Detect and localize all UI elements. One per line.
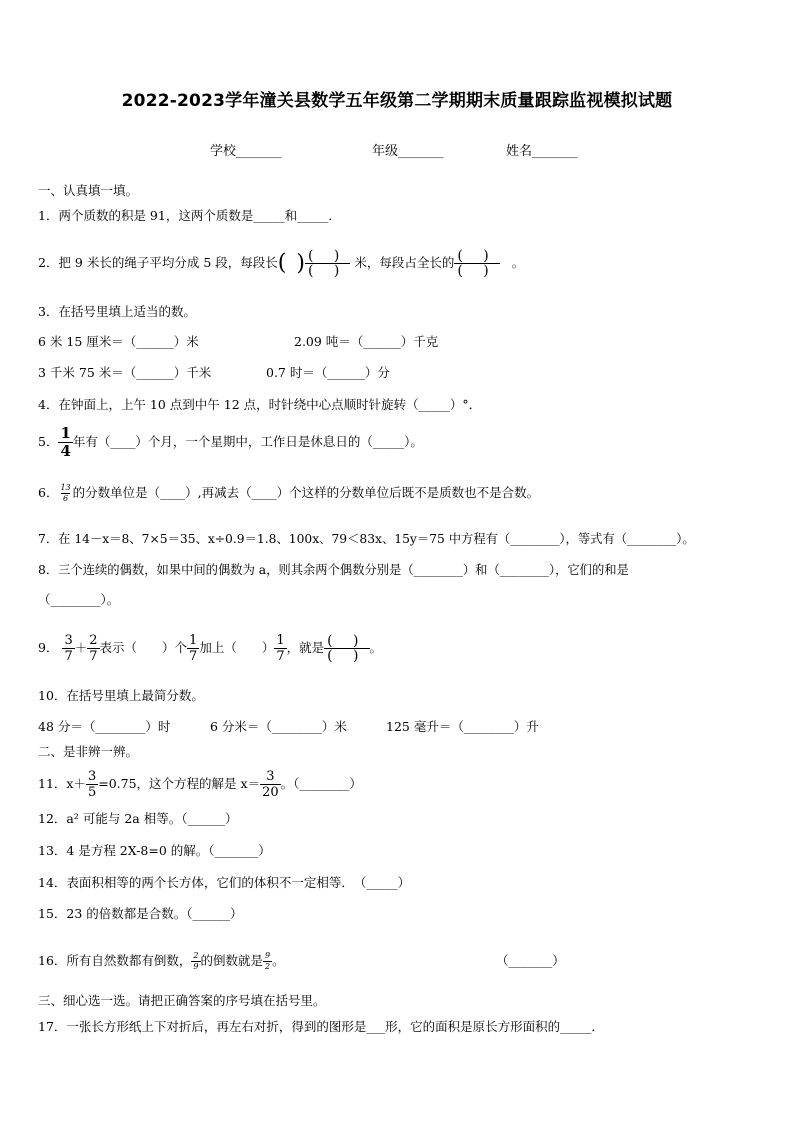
- q9-fraction-2: $\frac{2}{7}$: [89, 633, 98, 664]
- q16-text-pre: 16．所有自然数都有倒数，: [38, 953, 192, 968]
- q11-fraction-2: $\frac{3}{20}$: [262, 769, 279, 800]
- q9-fraction-4: $\frac{1}{7}$: [276, 633, 285, 664]
- school-field: 学校_______: [210, 144, 282, 159]
- q9-text-3: ，就是: [286, 640, 325, 655]
- q6-text: 的分数单位是（____）,再减去（____）个这样的分数单位后既不是质数也不是合数。: [72, 485, 540, 500]
- q2-fraction-1: $\frac{( )}{( )}$: [305, 249, 350, 278]
- question-10c: 125 毫升＝（________）升: [386, 719, 539, 734]
- section-2-heading: 二、是非辨一辨。: [38, 744, 139, 759]
- question-3b: 2.09 吨＝（______）千克: [294, 334, 439, 349]
- q16-fraction-2: $\frac{9}{2}$: [265, 951, 271, 971]
- question-3c: 3 千米 75 米＝（______）千米: [38, 365, 212, 380]
- question-17: 17．一张长方形纸上下对折后，再左右对折，得到的图形是___形，它的面积是原长方形面积的_____．: [38, 1019, 604, 1034]
- page-title: 2022-2023学年潼关县数学五年级第二学期期末质量跟踪监视模拟试题: [121, 91, 673, 111]
- q9-fraction-3: $\frac{1}{7}$: [189, 633, 198, 664]
- question-10: 10．在括号里填上最简分数。: [38, 688, 204, 703]
- question-14: 14．表面积相等的两个长方体，它们的体积不一定相等． （_____）: [38, 875, 411, 890]
- question-11: [38, 766, 362, 802]
- section-3-heading: 三、细心选一选。请把正确答案的序号填在括号里。: [38, 993, 326, 1008]
- question-2: [38, 248, 524, 279]
- q11-text-end: 。（________）: [280, 776, 362, 791]
- plus-sign: ＋: [74, 640, 88, 655]
- q2-fraction-2: $\frac{( )}{( )}$: [454, 249, 499, 278]
- question-15: 15．23 的倍数都是合数。（______）: [38, 906, 243, 921]
- question-9: [38, 628, 382, 668]
- left-paren: (: [277, 250, 287, 276]
- q9-end: 。: [369, 640, 383, 655]
- q11-text-pre: 11．x＋: [38, 776, 86, 791]
- question-1: 1．两个质数的积是 91，这两个质数是_____和_____．: [38, 208, 341, 223]
- question-3d: 0.7 时＝（______）分: [266, 365, 390, 380]
- question-3: 3．在括号里填上适当的数。: [38, 304, 196, 319]
- q11-text-mid: =0.75，这个方程的解是 x＝: [98, 776, 261, 791]
- q5-fraction: $\frac{1}{4}$: [60, 424, 71, 460]
- q2-text-mid: 米，每段占全长的: [354, 255, 455, 270]
- name-field: 姓名_______: [506, 144, 578, 159]
- question-8: 8．三个连续的偶数，如果中间的偶数为 a，则其余两个偶数分别是（________）和（________），它们的和是: [38, 563, 629, 577]
- q5-number: 5．: [38, 434, 59, 449]
- question-5: [38, 426, 423, 459]
- question-10b: 6 分米＝（________）米: [210, 719, 347, 734]
- q9-answer-fraction: $\frac{( )}{( )}$: [324, 634, 369, 663]
- question-4: 4．在钟面上，上午 10 点到中午 12 点，时针绕中心点顺时针旋转（_____）°．: [38, 397, 482, 412]
- q16-text-mid: 的倒数就是: [200, 953, 264, 968]
- question-3a: 6 米 15 厘米＝（______）米: [38, 334, 199, 349]
- question-13: 13．4 是方程 2X-8=0 的解。（_______）: [38, 843, 271, 858]
- q9-text-2: 加上（ ）: [199, 640, 275, 655]
- section-1-heading: 一、认真填一填。: [38, 183, 139, 198]
- grade-field: 年级_______: [372, 144, 444, 159]
- question-16-answer: （_______）: [496, 953, 565, 968]
- q2-text-end: 。: [511, 255, 525, 270]
- q2-text-pre: 2．把 9 米长的绳子平均分成 5 段，每段长: [38, 255, 278, 270]
- q5-text: 年有（____）个月，一个星期中，工作日是休息日的（_____）。: [72, 434, 423, 449]
- q16-fraction-1: $\frac{2}{9}$: [193, 951, 199, 971]
- question-12: 12．a² 可能与 2a 相等。（______）: [38, 811, 238, 826]
- question-8-continued: （________）。: [38, 592, 120, 607]
- right-paren: ): [296, 250, 305, 276]
- q16-text-end: 。: [272, 953, 285, 968]
- q11-fraction-1: $\frac{3}{5}$: [87, 769, 97, 800]
- q9-fraction-1: $\frac{3}{7}$: [64, 633, 73, 664]
- question-10a: 48 分＝（________）时: [38, 719, 171, 734]
- q6-fraction: $\frac{13}{6}$: [60, 483, 71, 503]
- q6-number: 6．: [38, 485, 59, 500]
- question-6: [38, 480, 539, 506]
- q9-text-1: 表示（ ）个: [99, 640, 188, 655]
- q9-number: 9．: [38, 640, 59, 655]
- question-7: 7．在 14－x＝8、7×5＝35、x÷0.9＝1.8、100x、79＜83x、15y＝75 中方程有（________），等式有（________）。: [38, 532, 695, 546]
- question-16: [38, 948, 285, 974]
